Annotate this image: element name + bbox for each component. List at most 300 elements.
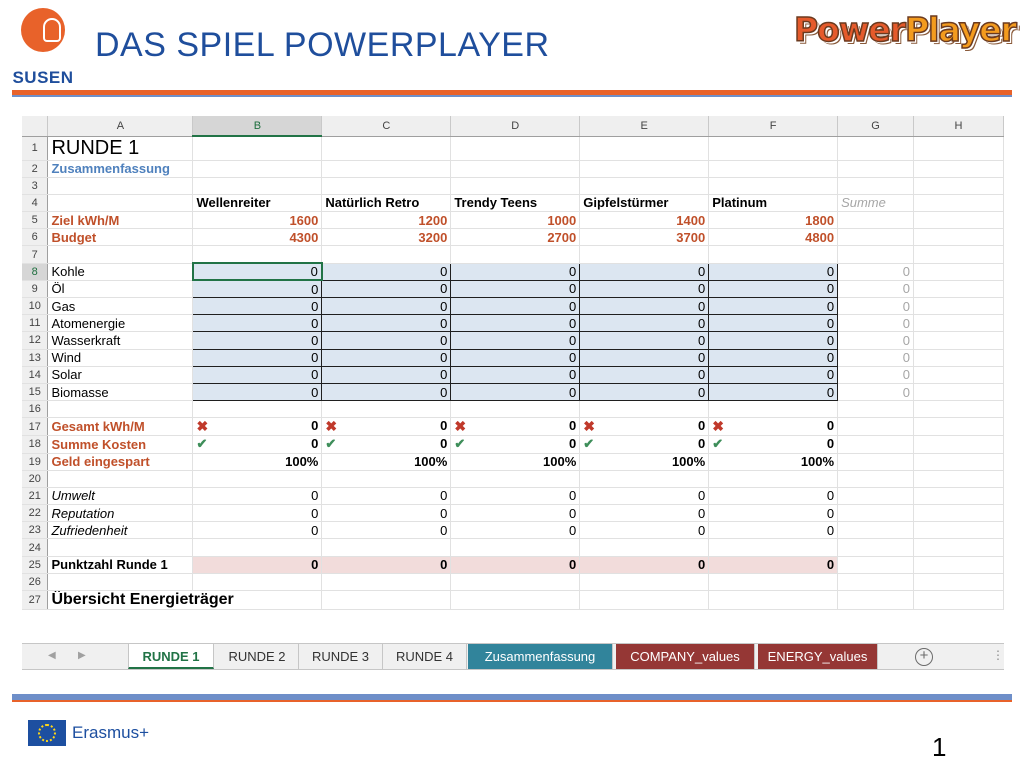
cell[interactable] xyxy=(914,453,1004,470)
cell[interactable] xyxy=(193,573,322,590)
sheet-row xyxy=(22,246,1004,263)
cell[interactable] xyxy=(48,194,193,211)
budget-value-cell[interactable]: 4800 xyxy=(709,229,838,246)
row-header[interactable]: 6 xyxy=(22,229,48,246)
tab-runde-2[interactable]: RUNDE 2 xyxy=(216,644,299,669)
tab-scroll-right-icon[interactable]: ▶ xyxy=(78,650,86,661)
energy-input-cell[interactable]: 0 xyxy=(193,280,322,297)
row-header[interactable]: 11 xyxy=(22,315,48,332)
cell[interactable] xyxy=(193,539,322,556)
company-header-cell[interactable]: Gipfelstürmer xyxy=(580,194,709,211)
reputation-label-cell[interactable]: Reputation xyxy=(48,505,193,522)
energy-label-cell[interactable]: Kohle xyxy=(48,263,193,280)
gesamt-value-cell[interactable] xyxy=(322,418,451,436)
energy-input-cell[interactable]: 0 xyxy=(580,315,709,332)
cell[interactable] xyxy=(914,160,1004,177)
row-header[interactable]: 18 xyxy=(22,436,48,453)
cell[interactable] xyxy=(193,470,322,487)
budget-value-cell[interactable]: 4300 xyxy=(193,229,322,246)
round-title-cell[interactable]: RUNDE 1 xyxy=(48,136,193,160)
cell[interactable] xyxy=(451,401,580,418)
row-header[interactable]: 16 xyxy=(22,401,48,418)
zufriedenheit-value-cell[interactable]: 0 xyxy=(322,522,451,539)
cell[interactable] xyxy=(580,591,709,610)
cell[interactable] xyxy=(451,539,580,556)
column-header-g[interactable]: G xyxy=(838,116,914,136)
gesamt-value-cell[interactable] xyxy=(580,418,709,436)
cell[interactable] xyxy=(48,573,193,590)
tab-runde-1[interactable]: RUNDE 1 xyxy=(128,644,214,669)
ziel-value-cell[interactable]: 1600 xyxy=(193,212,322,229)
zufriedenheit-value-cell[interactable]: 0 xyxy=(580,522,709,539)
sheet-row xyxy=(22,194,1004,211)
energy-sum-cell[interactable]: 0 xyxy=(838,366,914,383)
geld-value-cell[interactable]: 100% xyxy=(580,453,709,470)
kosten-value-cell[interactable] xyxy=(709,436,838,453)
energy-input-cell[interactable]: 0 xyxy=(451,349,580,366)
punktzahl-value-cell[interactable]: 0 xyxy=(322,556,451,573)
row-header[interactable]: 4 xyxy=(22,194,48,211)
energy-input-cell[interactable]: 0 xyxy=(709,349,838,366)
cell[interactable] xyxy=(838,539,914,556)
company-header-cell[interactable]: Platinum xyxy=(709,194,838,211)
summary-label-cell[interactable]: Zusammenfassung xyxy=(48,160,193,177)
energy-input-cell[interactable]: 0 xyxy=(709,383,838,400)
select-all-corner[interactable] xyxy=(22,116,48,136)
slide-title: DAS SPIEL POWERPLAYER xyxy=(95,26,550,64)
column-header-e[interactable]: E xyxy=(580,116,709,136)
cell[interactable] xyxy=(451,136,580,160)
row-header[interactable]: 15 xyxy=(22,383,48,400)
cell[interactable] xyxy=(914,487,1004,504)
tab-runde-4[interactable]: RUNDE 4 xyxy=(383,644,467,669)
cell[interactable] xyxy=(914,349,1004,366)
sheet-row xyxy=(22,366,1004,383)
reputation-value-cell[interactable]: 0 xyxy=(709,505,838,522)
cell[interactable] xyxy=(914,366,1004,383)
cell[interactable] xyxy=(193,136,322,160)
energy-input-cell[interactable]: 0 xyxy=(580,383,709,400)
energy-label-cell[interactable]: Öl xyxy=(48,280,193,297)
cell[interactable] xyxy=(914,332,1004,349)
cell[interactable] xyxy=(914,383,1004,400)
cell[interactable] xyxy=(914,573,1004,590)
energy-input-cell[interactable]: 0 xyxy=(580,263,709,280)
cell[interactable] xyxy=(709,539,838,556)
cell[interactable] xyxy=(322,136,451,160)
powerplayer-logo-part1: Power xyxy=(794,10,905,49)
row-header[interactable]: 21 xyxy=(22,487,48,504)
header-rule-blue xyxy=(12,95,1012,97)
energy-input-cell[interactable]: 0 xyxy=(709,332,838,349)
energy-input-cell[interactable]: 0 xyxy=(322,298,451,315)
tab-runde-3[interactable]: RUNDE 3 xyxy=(299,644,383,669)
energy-input-cell[interactable]: 0 xyxy=(709,315,838,332)
cell[interactable] xyxy=(322,160,451,177)
cell[interactable] xyxy=(322,177,451,194)
cell[interactable] xyxy=(709,246,838,263)
kosten-value: 0 xyxy=(697,436,706,452)
footer-rule-orange xyxy=(12,700,1012,702)
cell[interactable] xyxy=(914,212,1004,229)
cell[interactable] xyxy=(580,177,709,194)
tab-scroll-left-icon[interactable]: ◀ xyxy=(48,650,56,661)
cell[interactable] xyxy=(838,160,914,177)
energy-input-cell[interactable]: 0 xyxy=(580,298,709,315)
cross-icon: ✖ xyxy=(712,418,724,435)
geld-value-cell[interactable]: 100% xyxy=(451,453,580,470)
cell[interactable] xyxy=(193,160,322,177)
cell[interactable] xyxy=(580,573,709,590)
cross-icon: ✖ xyxy=(454,418,467,435)
cell[interactable] xyxy=(838,556,914,573)
cell[interactable] xyxy=(580,136,709,160)
energy-input-cell[interactable]: 0 xyxy=(322,315,451,332)
sheet-row xyxy=(22,556,1004,573)
row-header[interactable]: 2 xyxy=(22,160,48,177)
energy-label-cell[interactable]: Wasserkraft xyxy=(48,332,193,349)
gesamt-value: 0 xyxy=(311,418,319,434)
energy-input-cell[interactable]: 0 xyxy=(709,366,838,383)
cell[interactable] xyxy=(838,229,914,246)
sheet-row xyxy=(22,591,1004,610)
cell[interactable] xyxy=(914,556,1004,573)
energy-label-cell[interactable]: Biomasse xyxy=(48,383,193,400)
energy-sum-cell[interactable]: 0 xyxy=(838,332,914,349)
cell[interactable] xyxy=(838,487,914,504)
energy-label-cell[interactable]: Wind xyxy=(48,349,193,366)
energy-input-cell[interactable]: 0 xyxy=(322,263,451,280)
kosten-value-cell[interactable] xyxy=(322,436,451,453)
column-header-f[interactable]: F xyxy=(709,116,838,136)
cell[interactable] xyxy=(914,505,1004,522)
gesamt-label-cell[interactable]: Gesamt kWh/M xyxy=(48,418,193,436)
geld-value-cell[interactable]: 100% xyxy=(322,453,451,470)
ziel-value-cell[interactable]: 1400 xyxy=(580,212,709,229)
kosten-value: 0 xyxy=(440,436,448,452)
cell[interactable] xyxy=(914,522,1004,539)
sheet-row xyxy=(22,505,1004,522)
energy-sum-cell[interactable]: 0 xyxy=(838,298,914,315)
budget-label-cell[interactable]: Budget xyxy=(48,229,193,246)
reputation-value-cell[interactable]: 0 xyxy=(322,505,451,522)
cell[interactable] xyxy=(914,263,1004,280)
umwelt-value-cell[interactable]: 0 xyxy=(580,487,709,504)
row-header[interactable]: 8 xyxy=(22,263,48,280)
cell[interactable] xyxy=(914,194,1004,211)
energy-label-cell[interactable]: Solar xyxy=(48,366,193,383)
row-header[interactable]: 1 xyxy=(22,136,48,160)
sheet-row xyxy=(22,263,1004,280)
cell[interactable] xyxy=(451,177,580,194)
cell[interactable] xyxy=(914,418,1004,436)
punktzahl-value-cell[interactable]: 0 xyxy=(580,556,709,573)
row-header[interactable]: 10 xyxy=(22,298,48,315)
page-number: 1 xyxy=(932,732,947,762)
cell[interactable] xyxy=(451,160,580,177)
punktzahl-value-cell[interactable]: 0 xyxy=(451,556,580,573)
gesamt-value-cell[interactable] xyxy=(193,418,322,436)
cell[interactable] xyxy=(914,539,1004,556)
energy-input-cell[interactable]: 0 xyxy=(193,298,322,315)
energy-input-cell[interactable]: 0 xyxy=(580,332,709,349)
cell[interactable] xyxy=(914,470,1004,487)
energy-input-cell[interactable]: 0 xyxy=(193,263,322,280)
cell[interactable] xyxy=(838,522,914,539)
column-header-h[interactable]: H xyxy=(914,116,1004,136)
cell[interactable] xyxy=(193,401,322,418)
tab-company-values[interactable]: COMPANY_values xyxy=(616,644,755,669)
umwelt-value-cell[interactable]: 0 xyxy=(193,487,322,504)
cell[interactable] xyxy=(709,177,838,194)
cell[interactable] xyxy=(838,470,914,487)
cell[interactable] xyxy=(914,401,1004,418)
cell[interactable] xyxy=(193,246,322,263)
row-header[interactable]: 17 xyxy=(22,418,48,436)
row-header[interactable]: 9 xyxy=(22,280,48,297)
row-header[interactable]: 5 xyxy=(22,212,48,229)
energy-input-cell[interactable]: 0 xyxy=(451,366,580,383)
row-header[interactable]: 27 xyxy=(22,591,48,610)
energy-input-cell[interactable]: 0 xyxy=(451,383,580,400)
energy-input-cell[interactable]: 0 xyxy=(580,349,709,366)
cell[interactable] xyxy=(914,229,1004,246)
energy-input-cell[interactable]: 0 xyxy=(709,280,838,297)
cell[interactable] xyxy=(838,177,914,194)
cell[interactable] xyxy=(838,591,914,610)
sheet-row xyxy=(22,349,1004,366)
kosten-value: 0 xyxy=(826,436,835,452)
check-icon: ✔ xyxy=(454,436,466,452)
cross-icon: ✖ xyxy=(325,418,338,435)
energy-input-cell[interactable]: 0 xyxy=(709,263,838,280)
sheet-row xyxy=(22,280,1004,297)
column-header-b[interactable]: B xyxy=(193,116,322,136)
cell[interactable] xyxy=(838,212,914,229)
punktzahl-value-cell[interactable]: 0 xyxy=(193,556,322,573)
row-header[interactable]: 20 xyxy=(22,470,48,487)
cell[interactable] xyxy=(838,453,914,470)
check-icon: ✔ xyxy=(196,436,208,452)
kosten-label-cell[interactable]: Summe Kosten xyxy=(48,436,193,453)
cell[interactable] xyxy=(914,177,1004,194)
gesamt-value: 0 xyxy=(697,418,706,434)
energy-input-cell[interactable]: 0 xyxy=(709,298,838,315)
cell[interactable] xyxy=(838,246,914,263)
energy-input-cell[interactable]: 0 xyxy=(322,349,451,366)
kosten-value: 0 xyxy=(569,436,577,452)
energy-label-cell[interactable]: Atomenergie xyxy=(48,315,193,332)
row-header[interactable]: 19 xyxy=(22,453,48,470)
umwelt-label-cell[interactable]: Umwelt xyxy=(48,487,193,504)
sheet-row xyxy=(22,136,1004,160)
energy-input-cell[interactable]: 0 xyxy=(451,298,580,315)
cell[interactable] xyxy=(709,136,838,160)
row-header[interactable]: 23 xyxy=(22,522,48,539)
company-header-cell[interactable]: Natürlich Retro xyxy=(322,194,451,211)
cross-icon: ✖ xyxy=(196,418,209,435)
cell[interactable] xyxy=(48,177,193,194)
cell[interactable] xyxy=(580,160,709,177)
cell[interactable] xyxy=(322,401,451,418)
powerplayer-logo-part2: Player xyxy=(905,10,1016,49)
energy-input-cell[interactable]: 0 xyxy=(193,349,322,366)
cell[interactable] xyxy=(914,591,1004,610)
sheet-row xyxy=(22,298,1004,315)
cell[interactable] xyxy=(914,315,1004,332)
row-header[interactable]: 26 xyxy=(22,573,48,590)
cell[interactable] xyxy=(48,246,193,263)
ziel-label-cell[interactable]: Ziel kWh/M xyxy=(48,212,193,229)
erasmus-label: Erasmus+ xyxy=(72,723,149,742)
cell[interactable] xyxy=(709,591,838,610)
gesamt-value-cell[interactable] xyxy=(451,418,580,436)
cell[interactable] xyxy=(451,573,580,590)
sum-header-cell[interactable]: Summe xyxy=(838,194,914,211)
ziel-value-cell[interactable]: 1800 xyxy=(709,212,838,229)
energy-sum-cell[interactable]: 0 xyxy=(838,349,914,366)
energy-input-cell[interactable]: 0 xyxy=(580,366,709,383)
cell[interactable] xyxy=(838,505,914,522)
overview-label-cell[interactable]: Übersicht Energieträger xyxy=(48,591,322,610)
ziel-value-cell[interactable]: 1000 xyxy=(451,212,580,229)
cell[interactable] xyxy=(914,246,1004,263)
susen-logo-text: SUSEN xyxy=(12,68,74,87)
energy-input-cell[interactable]: 0 xyxy=(451,332,580,349)
cell[interactable] xyxy=(322,539,451,556)
budget-value-cell[interactable]: 3200 xyxy=(322,229,451,246)
energy-input-cell[interactable]: 0 xyxy=(451,280,580,297)
energy-input-cell[interactable]: 0 xyxy=(193,366,322,383)
reputation-value-cell[interactable]: 0 xyxy=(193,505,322,522)
energy-input-cell[interactable]: 0 xyxy=(451,263,580,280)
punktzahl-label-cell[interactable]: Punktzahl Runde 1 xyxy=(48,556,193,573)
cell[interactable] xyxy=(709,160,838,177)
punktzahl-value-cell[interactable]: 0 xyxy=(709,556,838,573)
more-options-icon[interactable]: ⋮ xyxy=(992,648,1004,662)
row-header[interactable]: 3 xyxy=(22,177,48,194)
energy-input-cell[interactable]: 0 xyxy=(193,383,322,400)
cell[interactable] xyxy=(709,470,838,487)
row-header[interactable]: 24 xyxy=(22,539,48,556)
cell[interactable] xyxy=(48,470,193,487)
zufriedenheit-value-cell[interactable]: 0 xyxy=(193,522,322,539)
tab-energy-values[interactable]: ENERGY_values xyxy=(758,644,878,669)
energy-sum-cell[interactable]: 0 xyxy=(838,280,914,297)
row-header[interactable]: 14 xyxy=(22,366,48,383)
company-header-cell[interactable]: Wellenreiter xyxy=(193,194,322,211)
lightbulb-icon xyxy=(21,8,65,52)
cell[interactable] xyxy=(580,246,709,263)
reputation-value-cell[interactable]: 0 xyxy=(451,505,580,522)
cell[interactable] xyxy=(451,246,580,263)
cell[interactable] xyxy=(914,436,1004,453)
umwelt-value-cell[interactable]: 0 xyxy=(451,487,580,504)
row-header[interactable]: 22 xyxy=(22,505,48,522)
column-header-a[interactable]: A xyxy=(48,116,193,136)
energy-input-cell[interactable]: 0 xyxy=(193,315,322,332)
cell[interactable] xyxy=(322,470,451,487)
tab-zusammenfassung[interactable]: Zusammenfassung xyxy=(468,644,613,669)
company-header-cell[interactable]: Trendy Teens xyxy=(451,194,580,211)
cell[interactable] xyxy=(838,573,914,590)
ziel-value-cell[interactable]: 1200 xyxy=(322,212,451,229)
energy-sum-cell[interactable]: 0 xyxy=(838,263,914,280)
cell[interactable] xyxy=(838,418,914,436)
umwelt-value-cell[interactable]: 0 xyxy=(709,487,838,504)
gesamt-value-cell[interactable] xyxy=(709,418,838,436)
energy-sum-cell[interactable]: 0 xyxy=(838,383,914,400)
kosten-value-cell[interactable] xyxy=(451,436,580,453)
cell[interactable] xyxy=(914,298,1004,315)
column-header-d[interactable]: D xyxy=(451,116,580,136)
cell[interactable] xyxy=(580,470,709,487)
budget-value-cell[interactable]: 2700 xyxy=(451,229,580,246)
cell[interactable] xyxy=(451,591,580,610)
cell[interactable] xyxy=(193,177,322,194)
cell[interactable] xyxy=(451,470,580,487)
zufriedenheit-value-cell[interactable]: 0 xyxy=(709,522,838,539)
zufriedenheit-label-cell[interactable]: Zufriedenheit xyxy=(48,522,193,539)
check-icon: ✔ xyxy=(583,436,595,452)
cell[interactable] xyxy=(838,401,914,418)
umwelt-value-cell[interactable]: 0 xyxy=(322,487,451,504)
sheet-row xyxy=(22,315,1004,332)
column-header-c[interactable]: C xyxy=(322,116,451,136)
sheet-row xyxy=(22,401,1004,418)
cell[interactable] xyxy=(709,573,838,590)
energy-sum-cell[interactable]: 0 xyxy=(838,315,914,332)
row-header[interactable]: 25 xyxy=(22,556,48,573)
cell[interactable] xyxy=(914,280,1004,297)
cell[interactable] xyxy=(322,573,451,590)
energy-input-cell[interactable]: 0 xyxy=(451,315,580,332)
energy-input-cell[interactable]: 0 xyxy=(580,280,709,297)
cell[interactable] xyxy=(48,401,193,418)
energy-label-cell[interactable]: Gas xyxy=(48,298,193,315)
cell[interactable] xyxy=(580,401,709,418)
cell[interactable] xyxy=(48,539,193,556)
gesamt-value: 0 xyxy=(826,418,835,434)
kosten-value-cell[interactable] xyxy=(580,436,709,453)
row-header[interactable]: 7 xyxy=(22,246,48,263)
cell[interactable] xyxy=(709,401,838,418)
geld-value-cell[interactable]: 100% xyxy=(193,453,322,470)
cell[interactable] xyxy=(322,246,451,263)
cell[interactable] xyxy=(914,136,1004,160)
energy-input-cell[interactable]: 0 xyxy=(193,332,322,349)
energy-input-cell[interactable]: 0 xyxy=(322,366,451,383)
gesamt-value: 0 xyxy=(569,418,577,434)
geld-label-cell[interactable]: Geld eingespart xyxy=(48,453,193,470)
zufriedenheit-value-cell[interactable]: 0 xyxy=(451,522,580,539)
reputation-value-cell[interactable]: 0 xyxy=(580,505,709,522)
row-header[interactable]: 12 xyxy=(22,332,48,349)
cell[interactable] xyxy=(322,591,451,610)
cell[interactable] xyxy=(838,436,914,453)
cell[interactable] xyxy=(838,136,914,160)
row-header[interactable]: 13 xyxy=(22,349,48,366)
energy-input-cell[interactable]: 0 xyxy=(322,280,451,297)
geld-value-cell[interactable]: 100% xyxy=(709,453,838,470)
sheet-row xyxy=(22,453,1004,470)
energy-input-cell[interactable]: 0 xyxy=(322,332,451,349)
cell[interactable] xyxy=(580,539,709,556)
add-sheet-icon[interactable]: + xyxy=(915,648,933,666)
energy-input-cell[interactable]: 0 xyxy=(322,383,451,400)
budget-value-cell[interactable]: 3700 xyxy=(580,229,709,246)
kosten-value-cell[interactable] xyxy=(193,436,322,453)
